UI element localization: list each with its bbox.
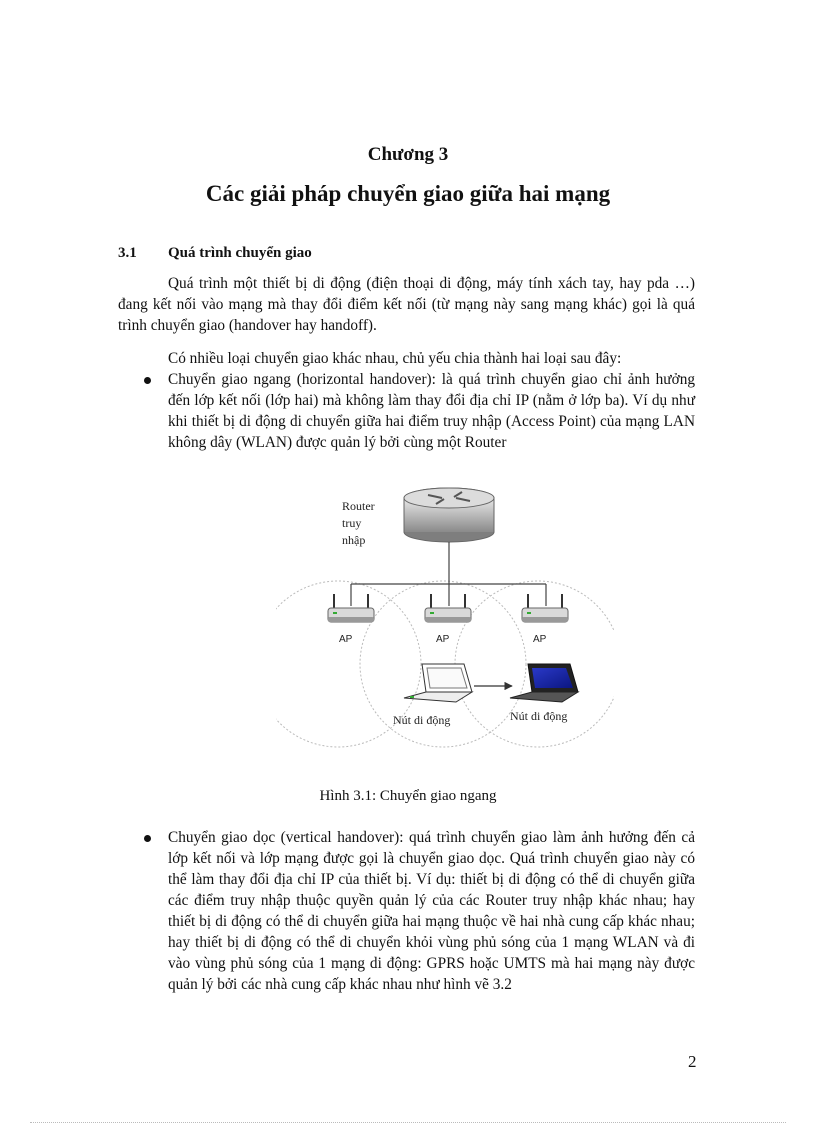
horizontal-handover-figure — [276, 486, 614, 751]
bullet-icon — [144, 835, 151, 842]
paragraph-types: Có nhiều loại chuyển giao khác nhau, chủ yếu chia thành hai loại sau đây: — [168, 350, 622, 367]
bullet-vertical-handover: Chuyển giao dọc (vertical handover): quá trình chuyển giao làm ảnh hưởng đến cả lớp kết nối và lớp mạng được gọi là chuyển giao dọc. Quá trình chuyển giao này có thể làm thay đổi địa chỉ IP của thiết bị. Ví dụ: thiết bị di động có thể di chuyển giữa các điểm truy nhập thuộc quyền quản lý của các Router truy nhập khác nhau; hay thiết bị di động có thể di chuyển giữa hai mạng thuộc về hai nhà cung cấp khác nhau; hay thiết bị di động có thể di chuyển khỏi vùng phủ sóng của 1 mạng WLAN và đi vào vùng phủ sóng của 1 mạng di động: GPRS hoặc UMTS mà hai mạng này được quản lý bởi các nhà cung cấp khác nhau như hình vẽ 3.2 — [168, 829, 695, 993]
section-title: Quá trình chuyển giao — [168, 245, 312, 261]
router-label-line3: nhập — [342, 533, 366, 547]
laptop-icon-right — [510, 664, 578, 702]
figure-caption: Hình 3.1: Chuyển giao ngang — [319, 788, 497, 804]
network-link-lines — [351, 542, 546, 606]
ap-label-right: AP — [533, 634, 547, 645]
bullet-horizontal-handover: Chuyển giao ngang (horizontal handover): là quá trình chuyển giao chỉ ảnh hưởng đến lớp kết nối (lớp hai) mà không làm thay đổi địa chỉ IP (nằm ở lớp ba). Ví dụ như khi thiết bị di động di chuyển giữa hai điểm truy nhập (Access Point) của mạng LAN không dây (WLAN) được quản lý bởi cùng một Router — [168, 371, 695, 451]
ap-label-left: AP — [339, 634, 353, 645]
section-number: 3.1 — [118, 245, 137, 261]
mobile-node-label-right: Nút di động — [510, 709, 568, 723]
chapter-label: Chương 3 — [367, 144, 449, 165]
laptop-icon-left — [404, 664, 472, 702]
paragraph-intro: Quá trình một thiết bị di động (điện thoại di động, máy tính xách tay, hay pda …) đang kết nối vào mạng mà thay đổi điểm kết nối (từ mạng này sang mạng khác) gọi là quá trình chuyển giao (handover hay handoff). — [118, 275, 695, 334]
mobile-node-label-left: Nút di động — [393, 713, 451, 727]
router-icon — [404, 488, 494, 542]
page-number: 2 — [688, 1052, 697, 1071]
router-label-line1: Router — [342, 499, 375, 513]
ap-label-middle: AP — [436, 634, 450, 645]
router-label-line2: truy — [342, 516, 362, 530]
bullet-icon — [144, 377, 151, 384]
access-point-icon-right — [522, 594, 568, 622]
chapter-title: Các giải pháp chuyển giao giữa hai mạng — [205, 181, 611, 206]
access-point-icon-middle — [425, 594, 471, 622]
